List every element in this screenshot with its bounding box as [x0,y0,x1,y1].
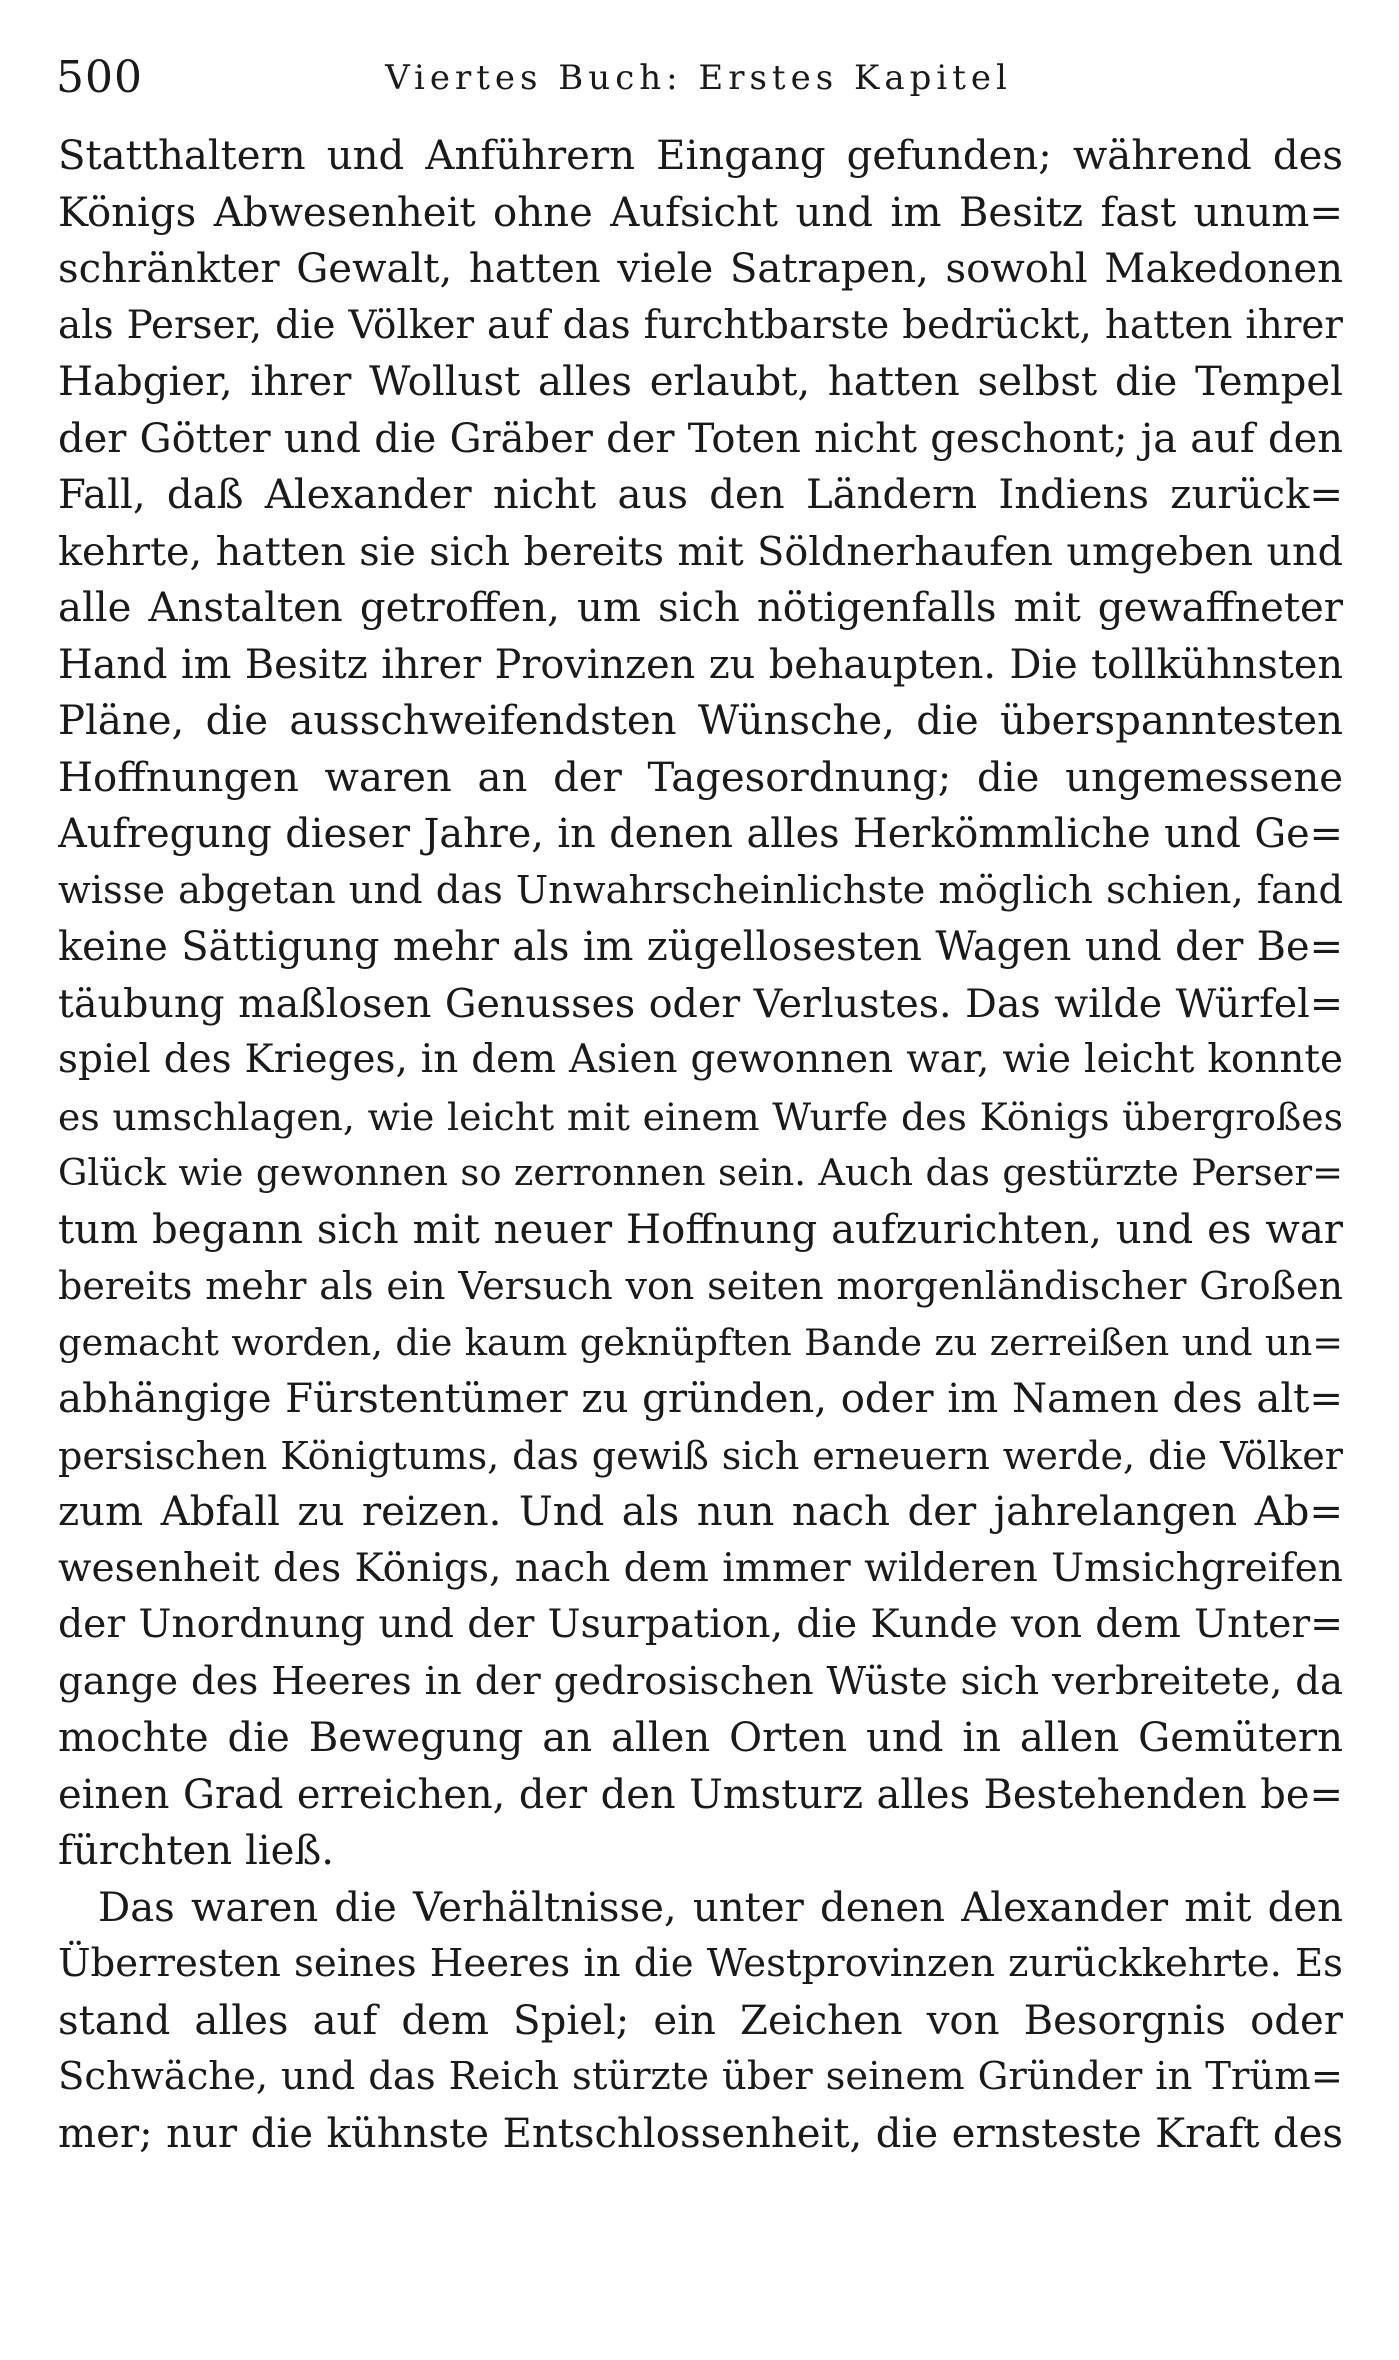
text-line: tum begann sich mit neuer Hoffnung aufzurichten, und es war [58,1206,1343,1253]
text-line: mer; nur die kühnste Entschlossenheit, die ernsteste Kraft des [58,2110,1343,2157]
text-line: fürchten ließ. [58,1828,335,1874]
text-line: kehrte, hatten sie sich bereits mit Söldnerhaufen umgeben und [58,528,1343,575]
text-line: persischen Königtums, das gewiß sich erneuern werde, die Völker [58,1433,1343,1478]
text-line: Überresten seines Heeres in die Westprovinzen zurückkehrte. Es [58,1941,1343,1986]
text-line: Schwäche, und das Reich stürzte über seinem Gründer in Trüm= [58,2054,1343,2099]
text-line: Habgier, ihrer Wollust alles erlaubt, hatten selbst die Tempel [58,359,1343,405]
running-head: Viertes Buch: Erstes Kapitel [385,58,1012,98]
text-line: der Unordnung und der Usurpation, die Kunde von dem Unter= [58,1602,1343,1647]
paragraph-2 [58,1880,1343,2163]
text-line: alle Anstalten getroffen, um sich nötigenfalls mit gewaffneter [58,585,1343,631]
text-line: gemacht worden, die kaum geknüpften Bande zu zerreißen und un= [58,1320,1343,1364]
text-line: der Götter und die Gräber der Toten nicht geschont; ja auf den [58,415,1343,462]
page-header [56,48,1341,108]
text-line: als Perser, die Völker auf das furchtbarste bedrückt, hatten ihrer [58,302,1343,348]
body-text [58,128,1343,2162]
text-line: schränkter Gewalt, hatten viele Satrapen, sowohl Makedonen [58,246,1343,292]
text-line: Hand im Besitz ihrer Provinzen zu behaupten. Die tollkühnsten [58,641,1343,688]
text-line: mochte die Bewegung an allen Orten und in allen Gemütern [58,1715,1343,1761]
text-line: bereits mehr als ein Versuch von seiten morgenländischer Großen [58,1264,1343,1308]
page-number: 500 [56,52,143,103]
text-line: täubung maßlosen Genusses oder Verlustes. Das wilde Würfel= [58,980,1343,1027]
text-line: Königs Abwesenheit ohne Aufsicht und im Besitz fast unum= [58,189,1343,236]
text-line: Hoffnungen waren an der Tagesordnung; die ungemessene [58,754,1343,801]
text-line: Fall, daß Alexander nicht aus den Ländern Indiens zurück= [58,472,1343,518]
paragraph-1 [58,128,1343,1880]
text-line: stand alles auf dem Spiel; ein Zeichen von Besorgnis oder [58,1997,1343,2044]
text-line: Glück wie gewonnen so zerronnen sein. Auch das gestürzte Perser= [58,1151,1343,1194]
text-line: es umschlagen, wie leicht mit einem Wurfe des Königs übergroßes [58,1094,1343,1139]
text-line: Pläne, die ausschweifendsten Wünsche, die überspanntesten [58,698,1343,744]
text-line: Das waren die Verhältnisse, unter denen Alexander mit den [98,1884,1343,1931]
text-line: einen Grad erreichen, der den Umsturz alles Bestehenden be= [58,1771,1343,1818]
text-line: gange des Heeres in der gedrosischen Wüste sich verbreitete, da [58,1658,1343,1704]
text-line: Statthaltern und Anführern Eingang gefunden; während des [58,133,1343,179]
text-line: Aufregung dieser Jahre, in denen alles Herkömmliche und Ge= [58,811,1343,857]
text-line: wisse abgetan und das Unwahrscheinlichste möglich schien, fand [58,867,1343,913]
text-line: zum Abfall zu reizen. Und als nun nach der jahrelangen Ab= [58,1489,1343,1535]
text-line: abhängige Fürstentümer zu gründen, oder im Namen des alt= [58,1376,1343,1422]
text-line: wesenheit des Königs, nach dem immer wilderen Umsichgreifen [58,1545,1343,1591]
text-line: spiel des Krieges, in dem Asien gewonnen war, wie leicht konnte [58,1037,1343,1082]
text-line: keine Sättigung mehr als im zügellosesten Wagen und der Be= [58,924,1343,970]
